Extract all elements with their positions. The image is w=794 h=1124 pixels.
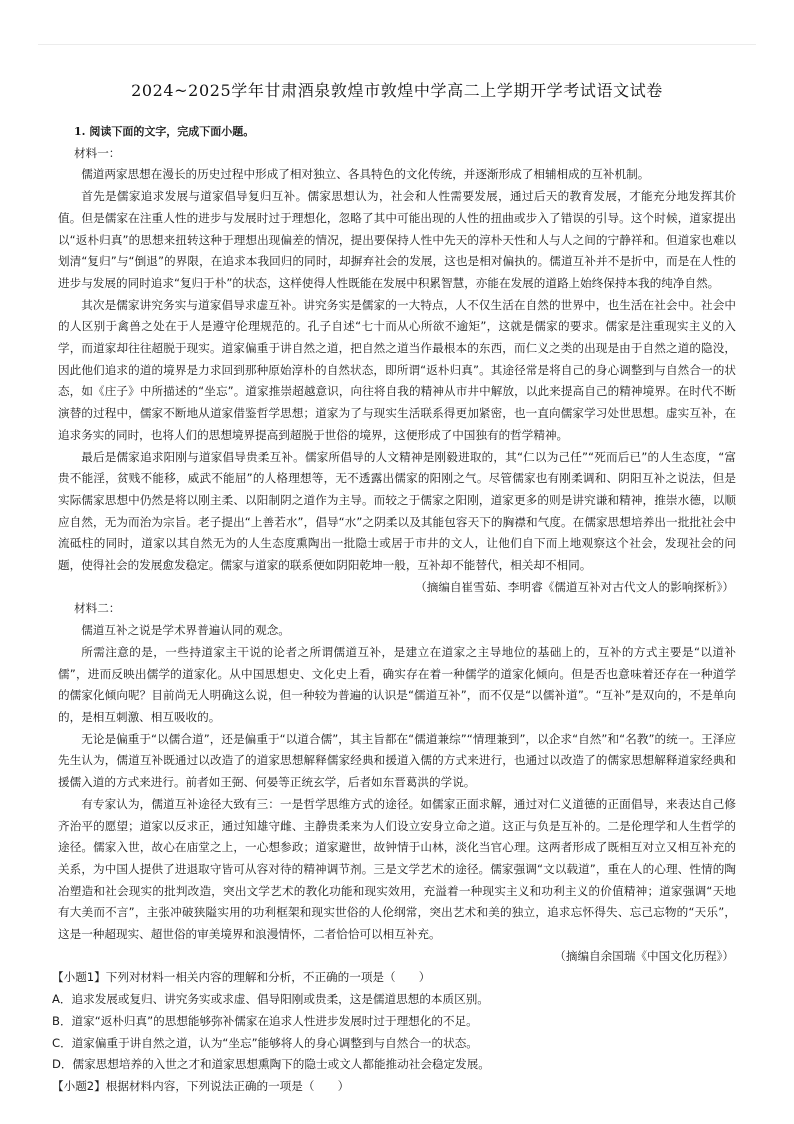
question-1-option-c: C．道家偏重于讲自然之道，认为“坐忘”能够将人的身心调整到与自然合一的状态。 bbox=[52, 1035, 478, 1050]
page-title: 2024~2025学年甘肃酒泉敦煌市敦煌中学高二上学期开学考试语文试卷 bbox=[131, 81, 663, 100]
material-1-paragraph: 首先是儒家追求发展与道家倡导复归互补。儒家思想认为，社会和人性需要发展，通过后天的教育发展，才能充分地发挥其价值。但是儒家在注重人性的进步与发展时过于理想化，忽略了其中可能出现的人性的扭曲或步入了错误的引导。这个时候，道家提出以“返朴归真”的思想来扭转这种于理想出现偏差的情况，提出要保持人性中先天的淳朴天性和人与人之间的宁静祥和。但道家也难以划清“复归”与“倒退”的界限，在追求本我回归的同时，却摒弃社会的发展，这也是相对偏执的。儒道互补并不是折中，而是在人性的进步与发展的同时追求“复归于朴”的状态，这样使得人性既能在发展中积累智慧，亦能在发展的道路上始终保持本我的纯净自然。 bbox=[58, 189, 736, 290]
reading-content bbox=[52, 121, 736, 1098]
question-2-stem: 【小题2】根据材料内容，下列说法正确的一项是（ ） bbox=[52, 1078, 350, 1093]
material-1-paragraph: 最后是儒家追求阳刚与道家倡导贵柔互补。儒家所倡导的人文精神是刚毅进取的，其“仁以为己任”“死而后已”的人生态度，“富贵不能淫，贫贱不能移，威武不能屈”的人格理想等，无不透露出儒家的阳刚之气。尽管儒家也有刚柔调和、阴阳互补之说法，但是实际儒家思想中仍然是将以刚主柔、以阳制阴之道作为主导。而较之于儒家之阳刚，道家更多的则是讲究谦和精神，推崇水德，以顺应自然，无为而治为宗旨。老子提出“上善若水”，倡导“水”之阴柔以及其能包容天下的胸襟和气度。在儒家思想培养出一批批社会中流砥柱的同时，道家以其自然无为的人生态度熏陶出一批隐士或居于市井的文人，让他们自下而上地观察这个社会，发现社会的问题，使得社会的发展愈发稳定。儒家与道家的联系便如阴阳乾坤一般，互补却不能替代，相关却不相同。 bbox=[58, 449, 736, 573]
question-1-option-a: A．追求发展或复归、讲究务实或求虚、倡导阳刚或贵柔，这是儒道思想的本质区别。 bbox=[52, 992, 489, 1007]
material-2-paragraph: 儒道互补之说是学术界普遍认同的观念。 bbox=[81, 623, 290, 638]
material-2-label: 材料二： bbox=[74, 601, 121, 616]
material-1-label: 材料一： bbox=[74, 145, 121, 160]
material-1-source: （摘编自崔雪茹、李明睿《儒道互补对古代文人的影响探析》） bbox=[415, 579, 734, 594]
material-1-paragraph: 儒道两家思想在漫长的历史过程中形成了相对独立、各具特色的文化传统，并逐渐形成了相辅相成的互补机制。 bbox=[81, 167, 650, 182]
question-heading: 1. 阅读下面的文字，完成下面小题。 bbox=[74, 125, 255, 138]
material-2-paragraph: 无论是偏重于“以儒合道”，还是偏重于“以道合儒”，其主旨都在“儒道兼综”“情理兼到”，以企求“自然”和“名教”的统一。王泽应先生认为，儒道互补既通过以改造了的道家思想解释儒家经典和援道入儒的方式来进行，也通过以改造了的儒家思想解释道家经典和援儒入道的方式来进行。前者如王弼、何晏等正统玄学，后者如东晋葛洪的学说。 bbox=[58, 731, 736, 790]
question-1-option-d: D．儒家思想培养的入世之才和道家思想熏陶下的隐士或文人都能推动社会稳定发展。 bbox=[52, 1057, 490, 1072]
question-1-stem: 【小题1】下列对材料一相关内容的理解和分析，不正确的一项是（ ） bbox=[52, 970, 431, 985]
material-2-paragraph: 所需注意的是，一些持道家主干说的论者之所谓儒道互补，是建立在道家之主导地位的基础上的，互补的方式主要是“以道补儒”，进而反映出儒学的道家化。从中国思想史、文化史上看，确实存在着一种儒学的道家化倾向。但是否也意味着还存在一种道学的儒家化倾向呢？目前尚无人明确这么说，但一种较为普遍的认识是“儒道互补”，而不仅是“以儒补道”。“互补”是双向的，不是单向的，是相互刺激、相互吸收的。 bbox=[58, 644, 736, 724]
material-1-paragraph: 其次是儒家讲究务实与道家倡导求虚互补。讲究务实是儒家的一大特点，人不仅生活在自然的世界中，也生活在社会中。社会中的人区别于禽兽之处在于人是遵守伦理规范的。孔子自述“七十而从心所欲不逾矩”，这就是儒家的要求。儒家是注重现实主义的入学，而道家却往往超脱于现实。道家偏重于讲自然之道，把自然之道当作最根本的东西，而仁义之类的出现是由于自然之道的隐没，因此他们追求的道的境界是力求回到那种原始淳朴的自然状态，即所谓“返朴归真”。其途径常是将自己的身心调整到与自然合一的状态，如《庄子》中所描述的“坐忘”。道家推崇超越意识，向往将自我的精神从市井中解放，以此来提高自己的精神境界。在时代不断演替的过程中，儒家不断地从道家借鉴哲学思想；道家为了与现实生活联系得更加紧密，也一直向儒家学习处世思想。虚实互补，在追求务实的同时，也将人们的思想境界提高到超脱于世俗的境界，这便形成了中国独有的哲学精神。 bbox=[58, 297, 736, 442]
material-2-source: （摘编自余国瑞《中国文化历程》） bbox=[554, 948, 734, 963]
material-2-paragraph: 有专家认为，儒道互补途径大致有三：一是哲学思维方式的途径。如儒家正面求解，通过对仁义道德的正面倡导，来表达自己修齐治平的愿望；道家以反求正，通过知雄守雌、主静贵柔来为人们设立安身立命之道。这正与负是互补的。二是伦理学和人生哲学的途径。儒家入世，故心在庙堂之上，一心想参政；道家避世，故钟情于山林，淡化当官心理。这两者形成了既相互对立又相互补充的关系，为中国人提供了进退取守皆可从容对待的精神调节剂。三是文学艺术的途径。儒家强调“文以载道”，重在人的心理、性情的陶冶塑造和社会现实的批判改造，突出文学艺术的教化功能和现实效用，充溢着一种现实主义和功利主义的价值精神；道家强调“天地有大美而不言”，主张冲破狭隘实用的功利框架和现实世俗的人伦纲常，突出艺术和美的独立，追求忘怀得失、忘己忘物的“天乐”，这是一种超现实、超世俗的审美境界和浪漫情怀，二者恰恰可以相互补充。 bbox=[58, 796, 736, 942]
header-divider bbox=[38, 44, 756, 45]
question-1-option-b: B．道家“返朴归真”的思想能够弥补儒家在追求人性进步发展时过于理想化的不足。 bbox=[52, 1013, 478, 1028]
